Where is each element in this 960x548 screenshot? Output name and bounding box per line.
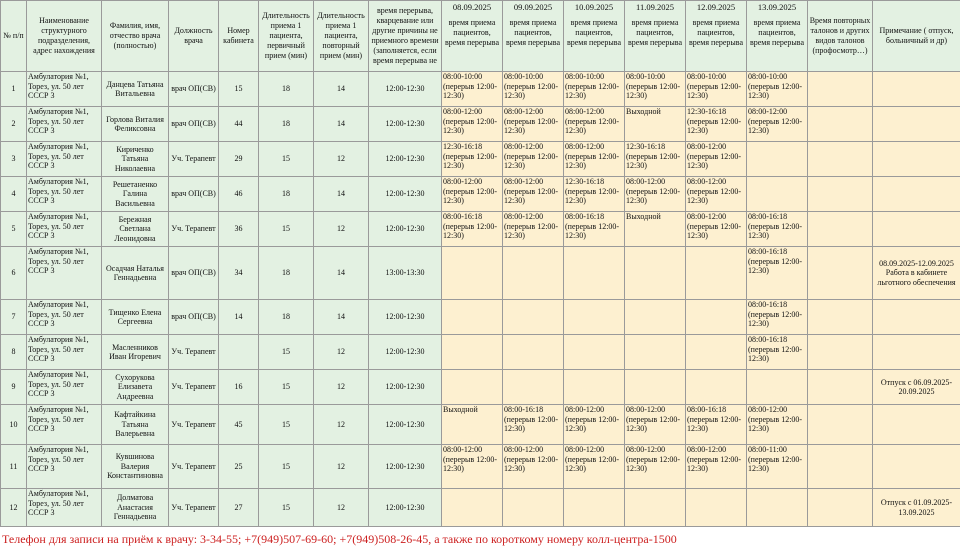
date-sub: время приема пациентов, время перерыва [566,18,622,47]
cell-repeat: 14 [314,72,369,107]
date-label: 13.09.2025 [757,2,797,12]
table-row [1,247,960,300]
schedule-body [1,72,960,527]
cell-num: 5 [1,212,27,247]
cell-day-schedule: 08:00-16:18 (перерыв 12:00-12:30) [747,247,808,300]
cell-room: 16 [219,370,259,405]
date-sub: время приема пациентов, время перерыва [688,18,744,47]
table-row [1,177,960,212]
cell-day-schedule: Выходной [625,107,686,142]
cell-first: 15 [259,489,314,527]
cell-name: Решетаненко Галина Васильевна [102,177,169,212]
cell-unit: Амбулатория №1, Торез, ул. 50 лет СССР 3 [27,335,102,370]
cell-note [873,445,960,489]
cell-repeat: 12 [314,335,369,370]
cell-day-schedule [625,247,686,300]
header-tickets: Время повторных талонов и других видов талонов (профосмотр…) [808,1,873,72]
cell-tickets [808,405,873,445]
cell-day-schedule: 08:00-12:00 (перерыв 12:00-12:30) [503,177,564,212]
cell-day-schedule [442,335,503,370]
cell-room: 36 [219,212,259,247]
cell-name: Данцева Татьяна Витальевна [102,72,169,107]
table-row [1,445,960,489]
cell-day-schedule [442,247,503,300]
cell-day-schedule: 08:00-12:00 (перерыв 12:00-12:30) [564,142,625,177]
cell-first: 18 [259,177,314,212]
header-num: № п/п [1,1,27,72]
cell-first: 18 [259,247,314,300]
cell-name: Кафтайкина Татьяна Валерьевна [102,405,169,445]
cell-day-schedule [442,300,503,335]
cell-num: 7 [1,300,27,335]
cell-room: 44 [219,107,259,142]
cell-room [219,335,259,370]
cell-day-schedule [503,335,564,370]
date-label: 12.09.2025 [696,2,736,12]
cell-day-schedule: Выходной [442,405,503,445]
cell-day-schedule [747,370,808,405]
cell-room: 34 [219,247,259,300]
cell-num: 9 [1,370,27,405]
cell-day-schedule: Выходной [625,212,686,247]
cell-room: 25 [219,445,259,489]
cell-num: 11 [1,445,27,489]
cell-day-schedule [747,177,808,212]
cell-unit: Амбулатория №1, Торез, ул. 50 лет СССР 3 [27,300,102,335]
cell-tickets [808,335,873,370]
cell-day-schedule: 08:00-12:00 (перерыв 12:00-12:30) [442,177,503,212]
header-room: Номер кабинета [219,1,259,72]
cell-first: 18 [259,72,314,107]
cell-break: 12:00-12:30 [369,335,442,370]
cell-repeat: 14 [314,247,369,300]
cell-day-schedule [503,300,564,335]
cell-num: 8 [1,335,27,370]
cell-tickets [808,445,873,489]
cell-day-schedule [564,489,625,527]
cell-repeat: 12 [314,370,369,405]
cell-name: Кириченко Татьяна Николаевна [102,142,169,177]
cell-room: 29 [219,142,259,177]
cell-day-schedule: 08:00-16:18 (перерыв 12:00-12:30) [564,212,625,247]
cell-tickets [808,107,873,142]
cell-name: Масленников Иван Игоревич [102,335,169,370]
cell-room: 15 [219,72,259,107]
cell-unit: Амбулатория №1, Торез, ул. 50 лет СССР 3 [27,405,102,445]
cell-note [873,107,960,142]
cell-day-schedule: 08:00-10:00 (перерыв 12:00-12:30) [564,72,625,107]
cell-day-schedule: 08:00-10:00 (перерыв 12:00-12:30) [747,72,808,107]
cell-name: Осадчая Наталья Геннадьевна [102,247,169,300]
cell-day-schedule: 12:30-16:18 (перерыв 12:00-12:30) [442,142,503,177]
cell-day-schedule [747,489,808,527]
cell-note: Отпуск с 06.09.2025-20.09.2025 [873,370,960,405]
cell-position: Уч. Терапевт [169,489,219,527]
cell-break: 13:00-13:30 [369,247,442,300]
header-date [503,1,564,72]
cell-day-schedule: 12:30-16:18 (перерыв 12:00-12:30) [625,142,686,177]
cell-unit: Амбулатория №1, Торез, ул. 50 лет СССР 3 [27,489,102,527]
header-break: время перерыва, кварцевание или другие причины не приемного времени (заполняется, если время перерыва не [369,1,442,72]
cell-name: Долматова Анастасия Геннадьевна [102,489,169,527]
cell-repeat: 12 [314,142,369,177]
cell-day-schedule: 12:30-16:18 (перерыв 12:00-12:30) [686,107,747,142]
cell-note [873,177,960,212]
cell-tickets [808,212,873,247]
cell-day-schedule: 08:00-12:00 (перерыв 12:00-12:30) [503,107,564,142]
table-row [1,335,960,370]
cell-day-schedule [686,489,747,527]
header-unit: Наименование структурного подразделения, адрес нахождения [27,1,102,72]
cell-name: Бережная Светлана Леонидовна [102,212,169,247]
date-sub: время приема пациентов, время перерыва [444,18,500,47]
cell-room: 45 [219,405,259,445]
cell-day-schedule: 08:00-16:18 (перерыв 12:00-12:30) [686,405,747,445]
cell-day-schedule [625,370,686,405]
date-sub: время приема пациентов, время перерыва [627,18,683,47]
cell-num: 4 [1,177,27,212]
cell-day-schedule: 08:00-12:00 (перерыв 12:00-12:30) [686,445,747,489]
cell-day-schedule [686,370,747,405]
cell-day-schedule: 08:00-16:18 (перерыв 12:00-12:30) [747,335,808,370]
footer-phone-note: Телефон для записи на приём к врачу: 3-34-55; +7(949)507-69-60; +7(949)508-26-45, а также по короткому номеру колл-центра-1500 [2,532,677,546]
cell-day-schedule [503,489,564,527]
cell-day-schedule: 08:00-16:18 (перерыв 12:00-12:30) [503,405,564,445]
header-row [1,1,960,72]
cell-unit: Амбулатория №1, Торез, ул. 50 лет СССР 3 [27,370,102,405]
cell-repeat: 12 [314,445,369,489]
cell-break: 12:00-12:30 [369,489,442,527]
table-row [1,370,960,405]
cell-day-schedule: 08:00-12:00 (перерыв 12:00-12:30) [564,107,625,142]
cell-first: 18 [259,300,314,335]
cell-first: 15 [259,142,314,177]
cell-position: врач ОП(СВ) [169,107,219,142]
cell-day-schedule: 08:00-16:18 (перерыв 12:00-12:30) [442,212,503,247]
header-date [442,1,503,72]
date-sub: время приема пациентов, время перерыва [749,18,805,47]
cell-tickets [808,142,873,177]
cell-name: Горлова Виталия Феликсовна [102,107,169,142]
cell-day-schedule: 08:00-12:00 (перерыв 12:00-12:30) [442,107,503,142]
cell-day-schedule [625,489,686,527]
cell-day-schedule [747,142,808,177]
cell-day-schedule: 08:00-12:00 (перерыв 12:00-12:30) [747,107,808,142]
table-row [1,72,960,107]
cell-day-schedule: 08:00-12:00 (перерыв 12:00-12:30) [686,142,747,177]
date-label: 08.09.2025 [452,2,492,12]
table-row [1,212,960,247]
table-row [1,107,960,142]
cell-day-schedule: 08:00-10:00 (перерыв 12:00-12:30) [503,72,564,107]
header-date [686,1,747,72]
table-row [1,300,960,335]
cell-day-schedule [564,300,625,335]
header-name: Фамилия, имя, отчество врача (полностью) [102,1,169,72]
cell-position: Уч. Терапевт [169,335,219,370]
table-row [1,405,960,445]
cell-num: 6 [1,247,27,300]
cell-break: 12:00-12:30 [369,142,442,177]
cell-first: 15 [259,405,314,445]
cell-break: 12:00-12:30 [369,72,442,107]
cell-day-schedule: 08:00-12:00 (перерыв 12:00-12:30) [625,177,686,212]
cell-room: 46 [219,177,259,212]
date-label: 10.09.2025 [574,2,614,12]
cell-position: врач ОП(СВ) [169,177,219,212]
cell-day-schedule: 08:00-10:00 (перерыв 12:00-12:30) [686,72,747,107]
cell-day-schedule [686,300,747,335]
cell-day-schedule: 08:00-10:00 (перерыв 12:00-12:30) [442,72,503,107]
cell-tickets [808,247,873,300]
cell-note [873,300,960,335]
cell-position: Уч. Терапевт [169,142,219,177]
cell-repeat: 12 [314,405,369,445]
cell-note [873,405,960,445]
cell-day-schedule: 08:00-10:00 (перерыв 12:00-12:30) [625,72,686,107]
cell-day-schedule [442,370,503,405]
cell-name: Кувшинова Валерия Константиновна [102,445,169,489]
cell-first: 15 [259,212,314,247]
cell-unit: Амбулатория №1, Торез, ул. 50 лет СССР 3 [27,445,102,489]
cell-first: 15 [259,445,314,489]
cell-note [873,335,960,370]
cell-break: 12:00-12:30 [369,107,442,142]
cell-day-schedule: 08:00-12:00 (перерыв 12:00-12:30) [625,405,686,445]
cell-day-schedule: 08:00-12:00 (перерыв 12:00-12:30) [747,405,808,445]
cell-position: Уч. Терапевт [169,445,219,489]
cell-repeat: 12 [314,489,369,527]
cell-day-schedule [503,370,564,405]
cell-first: 15 [259,370,314,405]
date-label: 09.09.2025 [513,2,553,12]
cell-num: 12 [1,489,27,527]
cell-day-schedule: 08:00-12:00 (перерыв 12:00-12:30) [503,142,564,177]
header-first: Длительность приема 1 пациента, первичный прием (мин) [259,1,314,72]
cell-repeat: 14 [314,107,369,142]
cell-position: врач ОП(СВ) [169,247,219,300]
header-position: Должность врача [169,1,219,72]
table-row [1,489,960,527]
cell-num: 10 [1,405,27,445]
cell-break: 12:00-12:30 [369,177,442,212]
cell-day-schedule: 08:00-12:00 (перерыв 12:00-12:30) [503,212,564,247]
cell-break: 12:00-12:30 [369,212,442,247]
cell-position: врач ОП(СВ) [169,300,219,335]
cell-position: Уч. Терапевт [169,212,219,247]
cell-tickets [808,177,873,212]
cell-position: Уч. Терапевт [169,405,219,445]
header-repeat: Длительность приема 1 пациента, повторный прием (мин) [314,1,369,72]
cell-repeat: 14 [314,177,369,212]
cell-day-schedule [564,335,625,370]
cell-tickets [808,489,873,527]
date-label: 11.09.2025 [636,2,674,12]
header-date [625,1,686,72]
cell-day-schedule [564,247,625,300]
cell-repeat: 14 [314,300,369,335]
cell-repeat: 12 [314,212,369,247]
cell-room: 14 [219,300,259,335]
cell-day-schedule [686,335,747,370]
cell-unit: Амбулатория №1, Торез, ул. 50 лет СССР 3 [27,212,102,247]
cell-tickets [808,72,873,107]
cell-note: Отпуск с 01.09.2025-13.09.2025 [873,489,960,527]
cell-room: 27 [219,489,259,527]
cell-position: Уч. Терапевт [169,370,219,405]
cell-unit: Амбулатория №1, Торез, ул. 50 лет СССР 3 [27,107,102,142]
cell-unit: Амбулатория №1, Торез, ул. 50 лет СССР 3 [27,142,102,177]
date-sub: время приема пациентов, время перерыва [505,18,561,47]
cell-break: 12:00-12:30 [369,300,442,335]
cell-num: 1 [1,72,27,107]
cell-day-schedule: 08:00-12:00 (перерыв 12:00-12:30) [564,405,625,445]
cell-day-schedule [442,489,503,527]
header-note: Примечание ( отпуск, больничный и др) [873,1,960,72]
cell-note [873,142,960,177]
cell-day-schedule: 12:30-16:18 (перерыв 12:00-12:30) [564,177,625,212]
cell-unit: Амбулатория №1, Торез, ул. 50 лет СССР 3 [27,72,102,107]
cell-day-schedule [625,335,686,370]
cell-note [873,212,960,247]
header-date [747,1,808,72]
cell-day-schedule: 08:00-12:00 (перерыв 12:00-12:30) [686,212,747,247]
cell-day-schedule: 08:00-12:00 (перерыв 12:00-12:30) [564,445,625,489]
cell-name: Сухорукова Елизавета Андреевна [102,370,169,405]
cell-day-schedule: 08:00-12:00 (перерыв 12:00-12:30) [625,445,686,489]
cell-day-schedule [686,247,747,300]
cell-day-schedule [503,247,564,300]
cell-name: Тищенко Елена Сергеевна [102,300,169,335]
header-date [564,1,625,72]
cell-num: 2 [1,107,27,142]
cell-first: 15 [259,335,314,370]
cell-break: 12:00-12:30 [369,445,442,489]
cell-note: 08.09.2025-12.09.2025 Работа в кабинете льготного обеспечения [873,247,960,300]
cell-tickets [808,300,873,335]
cell-day-schedule: 08:00-16:18 (перерыв 12:00-12:30) [747,300,808,335]
cell-note [873,72,960,107]
cell-break: 12:00-12:30 [369,370,442,405]
cell-day-schedule [564,370,625,405]
cell-break: 12:00-12:30 [369,405,442,445]
cell-tickets [808,370,873,405]
cell-first: 18 [259,107,314,142]
table-row [1,142,960,177]
cell-unit: Амбулатория №1, Торез, ул. 50 лет СССР 3 [27,247,102,300]
cell-unit: Амбулатория №1, Торез, ул. 50 лет СССР 3 [27,177,102,212]
cell-day-schedule: 08:00-12:00 (перерыв 12:00-12:30) [686,177,747,212]
cell-num: 3 [1,142,27,177]
cell-day-schedule [625,300,686,335]
cell-day-schedule: 08:00-11:00 (перерыв 12:00-12:30) [747,445,808,489]
cell-day-schedule: 08:00-12:00 (перерыв 12:00-12:30) [503,445,564,489]
cell-day-schedule: 08:00-16:18 (перерыв 12:00-12:30) [747,212,808,247]
cell-day-schedule: 08:00-12:00 (перерыв 12:00-12:30) [442,445,503,489]
cell-position: врач ОП(СВ) [169,72,219,107]
